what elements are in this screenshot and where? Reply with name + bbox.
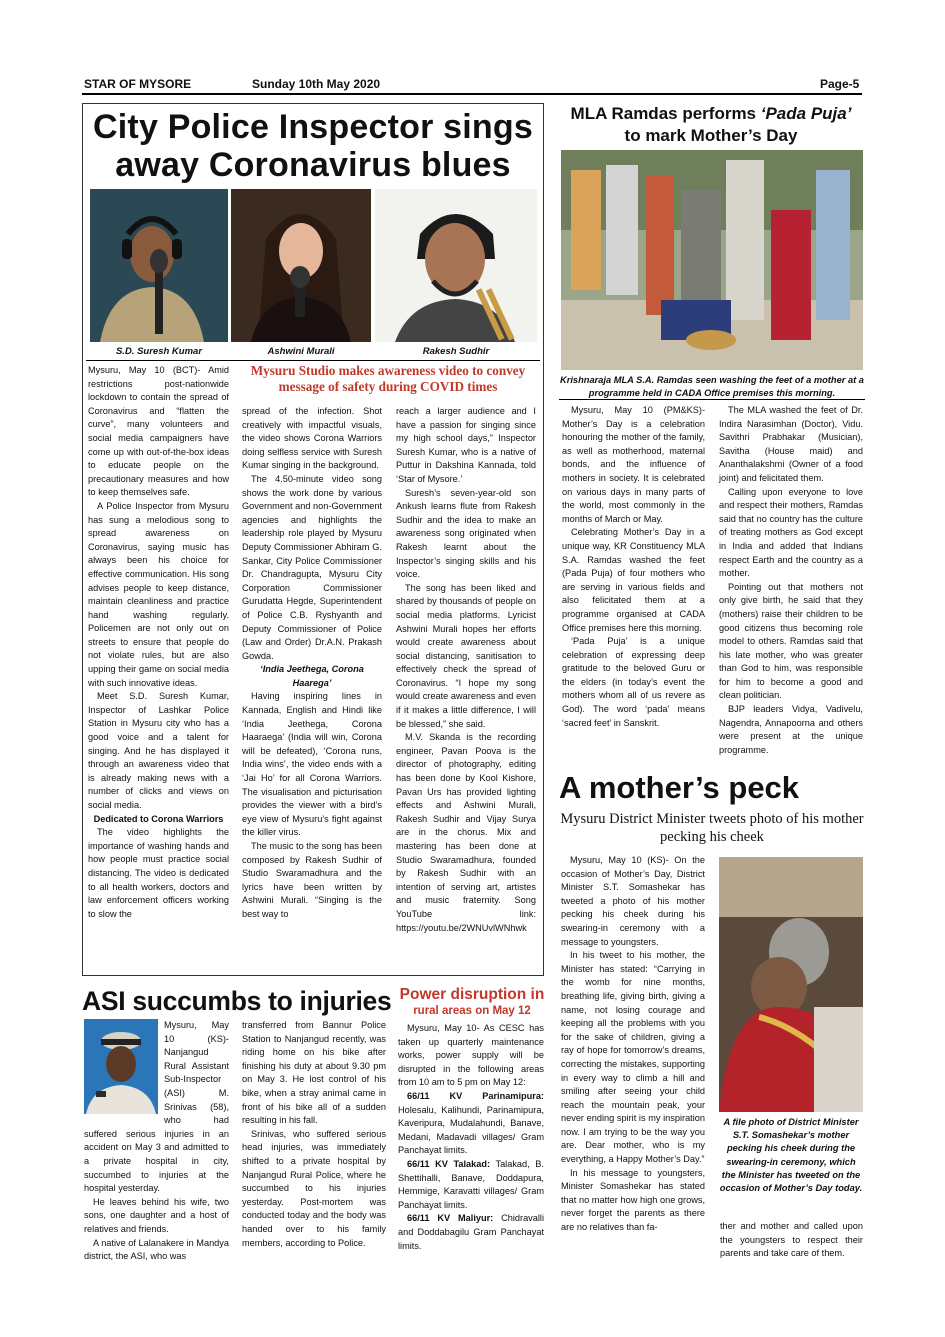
outage-label: 66/11 KV Talakad: xyxy=(407,1158,491,1169)
paragraph: ‘Pada Puja’ is a unique celebration of expressing deep gratitude to the beloved Guru or the elders (in today’s event the mothers whom all of us revere as God). The word ‘pada’ means ‘sacred feet’ in Sanskrit. xyxy=(562,636,705,728)
paragraph: The MLA washed the feet of Dr. Indira Narasimhan (Doctor), Vidu. Savithri Prabhakar (Musician), Savitha (House maid) and Ananthalakshmi (Owner of a food joint) and felicitated them. xyxy=(719,405,863,483)
power-column xyxy=(398,1022,544,1253)
police-column-1 xyxy=(88,364,229,921)
paragraph: In his tweet to his mother, the Minister has stated: “Carrying in the womb for nine months, breathing life, giving birth, giving a name, not losing courage and keeping all the problems with you for the sake of children, giving a ray of hope for tomorrow’s dreams, correcting the mistakes, supporting in every way to climb a hill and smiling after seeing your child reach the mountain peak, your never ending spirit is my inspiration now. I am trying to be the way you are. Dear mother, who is my everything, a Happy Mother’s Day.” xyxy=(561,950,705,1165)
subheading: ‘India Jeethega, Corona Haarega’ xyxy=(260,664,364,688)
paragraph: The music to the song has been composed by Rakesh Sudhir of Studio Swaramadhura and the lyrics have been written by Ashwini Murali. “Singing is the best way to xyxy=(242,841,382,919)
rakesh-sudhir-photo xyxy=(375,189,537,342)
mla-headline-pada-puja: ‘Pada Puja’ xyxy=(760,104,852,123)
mla-headline-part: MLA Ramdas performs xyxy=(570,104,761,123)
paragraph: Mysuru, May 10 (KS)- Nanjangud Rural Assistant Sub-Inspector (ASI) M. Srinivas (58), who had suffered serious injuries in an accident on May 3 and admitted to a private hospital in city, succumbed to injuries at the hospital yesterday. xyxy=(84,1020,229,1194)
page-number: Page-5 xyxy=(820,77,860,91)
peck-column-2 xyxy=(720,1220,863,1261)
paragraph: Mysuru, May 10 (PM&KS)- Mother’s Day is a celebration honouring the mother of the family, as well as motherhood, maternal bonds, and the influence of mothers in society. It is celebrated on various days in many parts of the world, most commonly in the months of March or May. xyxy=(562,405,705,524)
paragraph: Celebrating Mother’s Day in a unique way, KR Constituency MLA S.A. Ramdas washed the feet (Pada Puja) of four mothers who are serving in various fields and also felicitated them at a programme organised at CADA Office premises here this morning. xyxy=(562,527,705,633)
paragraph: M.V. Skanda is the recording engineer, Pavan Poova is the director of photography, editing has been done by Kool Kishore, Pavan Urs has provided lighting effects and Ashwini Murali, Rakesh Sudhir and Vijay Surya are in the chorus. Mix and mastering has been done at Studio Swaramadhura, founded by Rakesh Sudhir with an intention of serving art, artistes and music fraternity. Song YouTube link: https://youtu.be/2WNUvlWNhwk xyxy=(396,732,536,933)
outage-areas: Chidravalli and Doddabagilu Gram Panchayat limits. xyxy=(398,1213,545,1251)
suresh-kumar-photo xyxy=(90,189,228,342)
subheading: Dedicated to Corona Warriors xyxy=(93,813,224,824)
outage-item xyxy=(398,1090,544,1158)
paragraph: ther and mother and called upon the youngsters to respect their parents and take care of them. xyxy=(720,1221,863,1259)
ashwini-murali-photo xyxy=(231,189,371,342)
police-subhead: Mysuru Studio makes awareness video to convey message of safety during COVID times xyxy=(250,363,526,394)
peck-column-1 xyxy=(561,854,705,1235)
paragraph: Having inspiring lines in Kannada, English and Hindi like ‘India Jeethega, Corona Haaraega’ (India will win, Corona will be defeated), ‘Corona runs, India wins’, the video ends with a ‘Jai Ho’ for all Corona Warriors. The visualisation and picturisation provides the viewer with a bird’s eye view of Mysuru’s fight against the killer virus. xyxy=(242,691,382,838)
paragraph: He leaves behind his wife, two sons, one daughter and a host of relatives and friends. xyxy=(84,1196,229,1234)
paragraph: transferred from Bannur Police Station to Nanjangud recently, was riding home on his bike after finishing his duty at about 9.30 pm on May 3. He lost control of his bike, when a stray animal came in front of his bike all of a sudden resulting in his fall. xyxy=(242,1020,386,1126)
police-headline: City Police Inspector sings away Coronavirus blues xyxy=(93,108,533,184)
masthead-rule xyxy=(82,93,862,95)
mla-column-2 xyxy=(719,404,863,757)
power-subhead: rural areas on May 12 xyxy=(413,1005,531,1017)
paragraph: The song has been liked and shared by thousands of people on social media platforms. Lyricist Ashwini Murali hopes her efforts would create awareness about social distancing, sanitisation to effectively check the spread of Coronavirus. “I hope my song would create awareness and even if it makes a little difference, I will be blessed,” she said. xyxy=(396,582,536,729)
paragraph: The video highlights the importance of washing hands and how people must practice social distancing. The video is dedicated to all health workers, doctors and law enforcement officers working to slow the xyxy=(88,827,229,919)
caption-suresh: S.D. Suresh Kumar xyxy=(115,346,203,357)
paragraph: reach a larger audience and I have a passion for singing since my high school days,” Inspector Suresh Kumar, who is a native of Puttur in Dakshina Kannada, told ‘Star of Mysore.’ xyxy=(396,406,536,484)
peck-subhead: Mysuru District Minister tweets photo of his mother pecking his cheek xyxy=(560,811,864,845)
paragraph: The 4.50-minute video song shows the work done by various Government and non-Government agencies and highlights the leadership role played by Mysuru Deputy Commissioner Abhiram G. Sankar, City Police Commissioner Dr. Chandragupta, Mysuru City Corporation Commissioner Gurudatta Hegde, Superintendent of Police C.B. Ryshyanth and Deputy Commissioner of Police (Law and Order) Dr.A.N. Prakash Gowda. xyxy=(242,473,382,661)
paragraph: A Police Inspector from Mysuru has sung a melodious song to spread awareness on Coronavirus, saying music has always been his choice for effective communication. His song advises people to keep distance, maintain cleanliness and practice hand washing regularly. Policemen are not only out on streets to ensure that people do not violate rules, but are also upping their game on social media with such innovative ideas. xyxy=(88,500,229,688)
paragraph: Mysuru, May 10- As CESC has taken up quarterly maintenance works, power supply will be disrupted in the following areas from 10 am to 5 pm on May 12: xyxy=(398,1023,544,1088)
paragraph: A native of Lalanakere in Mandya district, the ASI, who was xyxy=(84,1237,229,1262)
asi-column-2 xyxy=(242,1019,386,1250)
paragraph: Meet S.D. Suresh Kumar, Inspector of Lashkar Police Station in Mysuru city who has a good voice and a talent for singing. And he has displayed it through an awareness video that is already making news with a number of clicks and views on social media. xyxy=(88,691,229,810)
caption-ashwini: Ashwini Murali xyxy=(267,346,335,357)
paragraph: Calling upon everyone to love and respect their mothers, Ramdas said that no country has the culture of treating mothers as God except in India and added that Indians respect Earth and the country as a mother. xyxy=(719,486,863,579)
outage-label: 66/11 KV Maliyur: xyxy=(407,1213,494,1224)
issue-date: Sunday 10th May 2020 xyxy=(252,77,381,91)
paper-name: STAR OF MYSORE xyxy=(84,77,192,91)
peck-photo-caption: A file photo of District Minister S.T. Somashekar’s mother pecking his cheek during the swearing-in ceremony, which the Minister has tweeted on the occasion of Mother’s Day today. xyxy=(719,1117,863,1194)
police-column-3 xyxy=(396,405,536,935)
paragraph: Srinivas, who suffered serious head injuries, was immediately shifted to a private hospital by Nanjangud Rural Police, where he succumbed to his injuries yesterday. Post-mortem was conducted today and the body was handed over to his family members, according to Police. xyxy=(242,1128,386,1248)
paragraph: Mysuru, May 10 (BCT)- Amid restrictions post-nationwide lockdown to contain the spread of Coronavirus and “flatten the curve”, many volunteers and social media campaigners have come up with out-of-the-box ideas to educate people on the precautionary measures and how to keep themselves safe. xyxy=(88,365,229,498)
asi-photo xyxy=(84,1019,158,1114)
outage-item xyxy=(398,1212,544,1253)
caption-rule xyxy=(86,360,540,361)
mla-headline xyxy=(557,103,865,147)
paragraph: spread of the infection. Shot creatively with impactful visuals, the video shows Corona Warriors doing selfless service with Suresh Kumar singing in the background. xyxy=(242,406,382,471)
caption-rule xyxy=(559,399,865,400)
police-column-2 xyxy=(242,405,382,922)
paragraph: In his message to youngsters, Minister Somashekar has stated that no matter how high one grows, never forget the parents as there are no relatives than fa- xyxy=(561,1167,705,1233)
paragraph: Pointing out that mothers not only give birth, he said that they (mothers) raise their children to be good citizens thus becoming role model to others. Ramdas said that his late mother, who was greater than God to him, was responsible for him to become a good and clean politician. xyxy=(719,581,863,701)
peck-headline: A mother’s peck xyxy=(559,770,800,805)
outage-areas: Holesalu, Kalihundi, Parinamipura, Kaveripura, Mudalahundi, Banave, Medani, Madavadi villages/ Gram Panchayat limits. xyxy=(398,1104,544,1156)
mla-column-1 xyxy=(562,404,705,730)
asi-column-1 xyxy=(84,1019,229,1264)
caption-rakesh: Rakesh Sudhir xyxy=(422,346,490,357)
asi-headline: ASI succumbs to injuries xyxy=(82,986,392,1016)
outage-item xyxy=(398,1158,544,1212)
peck-photo xyxy=(719,857,863,1112)
outage-areas: Talakad, B. Shettihalli, Banave, Doddapura, Hemmige, Karavatti villages/ Gram Panchayat limits. xyxy=(398,1158,544,1210)
outage-label: 66/11 KV Parinamipura: xyxy=(407,1090,544,1101)
power-headline: Power disruption in xyxy=(399,986,545,1003)
paragraph: Mysuru, May 10 (KS)- On the occasion of Mother’s Day, District Minister S.T. Somashekar has tweeted a photo of his mother pecking his cheek during his swearing-in ceremony with a message to youngsters. xyxy=(561,855,705,947)
paragraph: BJP leaders Vidya, Vadivelu, Nagendra, Annapoorna and others were present at the unique programme. xyxy=(719,704,863,755)
mla-photo-caption: Krishnaraja MLA S.A. Ramdas seen washing the feet of a mother at a programme held in CADA Office premises this morning. xyxy=(560,375,864,398)
paragraph: Suresh’s seven-year-old son Ankush learns flute from Rakesh Sudhir and the idea to make an awareness song originated when Rakesh learnt about the Inspector’s singing skills and his voice. xyxy=(396,487,536,580)
mla-headline-part: to mark Mother’s Day xyxy=(624,126,798,145)
pada-puja-photo xyxy=(561,150,863,370)
